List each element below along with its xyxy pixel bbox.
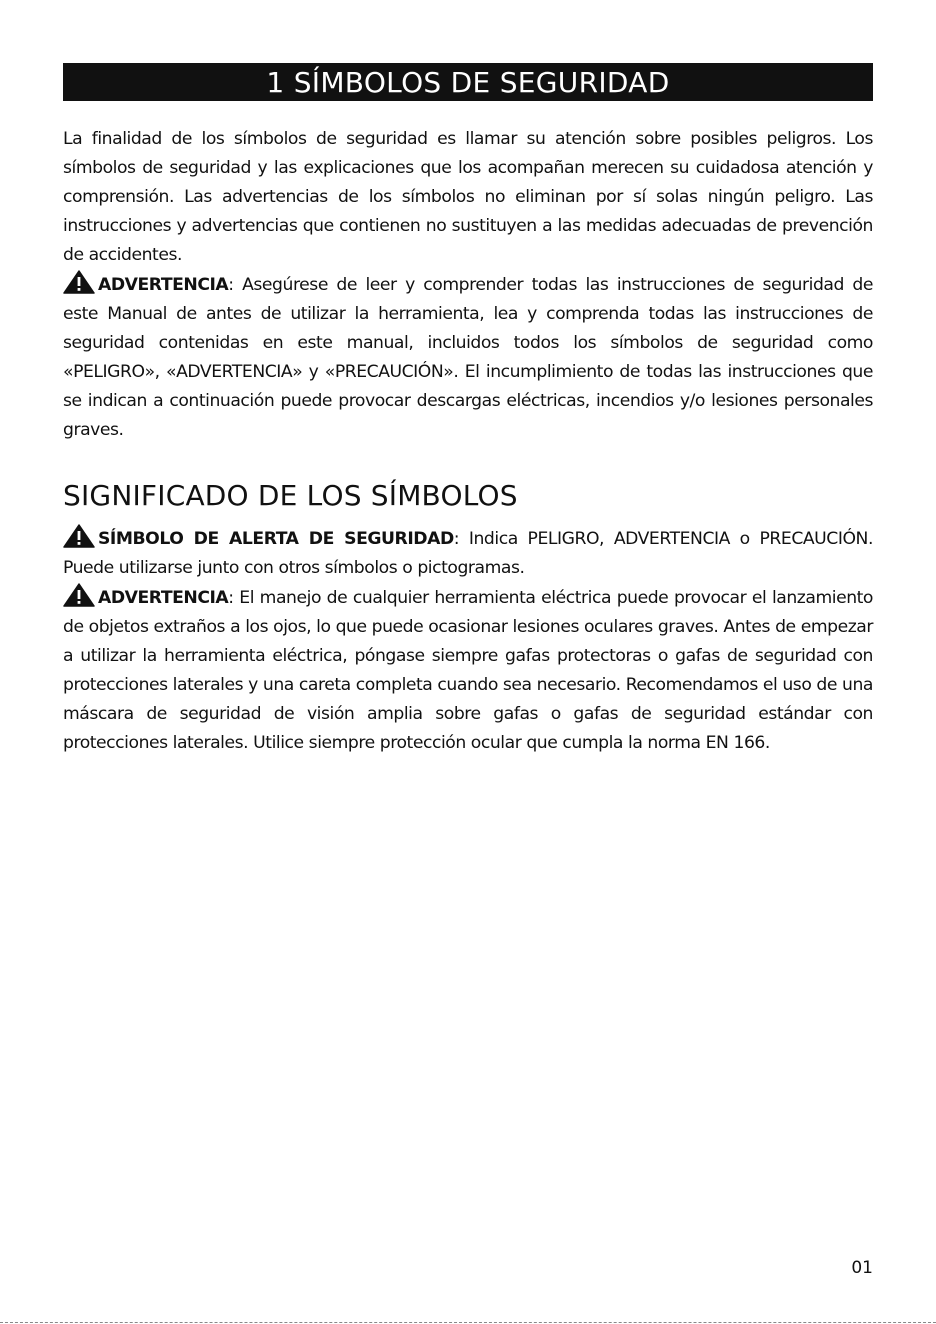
page-number: 01	[851, 1258, 873, 1278]
alert-label: SÍMBOLO DE ALERTA DE SEGURIDAD	[98, 529, 454, 549]
warning-triangle-icon	[63, 524, 95, 548]
intro-paragraph: La finalidad de los símbolos de seguridad es llamar su atención sobre posibles peligros. Los símbolos de seguridad y las explicaciones que los acompañan merecen su cuidadosa atención y comprensión. Las advertencias de los símbolos no eliminan por sí solas ningún peligro. Las instrucciones y advertencias que contienen no sustituyen a las medidas adecuadas de prevención de accidentes.	[63, 129, 873, 265]
section-title: 1 SÍMBOLOS DE SEGURIDAD	[266, 65, 670, 99]
warning-paragraph-2	[63, 583, 873, 758]
section-title-bar	[63, 63, 873, 101]
warning-triangle-icon	[63, 583, 95, 607]
symbols-heading: SIGNIFICADO DE LOS SÍMBOLOS	[63, 479, 518, 512]
warning-text-2: : El manejo de cualquier herramienta eléctrica puede provocar el lanzamiento de objetos extraños a los ojos, lo que puede ocasionar lesiones oculares graves. Antes de empezar a utilizar la herramienta eléctrica, póngase siempre gafas protectoras o gafas de seguridad con protecciones laterales y una careta completa cuando sea necesario. Recomendamos el uso de una máscara de seguridad de visión amplia sobre gafas o gafas de seguridad estándar con protecciones laterales. Utilice siempre protección ocular que cumpla la norma EN 166.	[63, 588, 873, 753]
warning-paragraph-1	[63, 270, 873, 445]
warning-label-1: ADVERTENCIA	[98, 275, 229, 295]
page-edge-rule	[0, 1322, 936, 1323]
warning-text-1: : Asegúrese de leer y comprender todas las instrucciones de seguridad de este Manual de antes de utilizar la herramienta, lea y comprenda todas las instrucciones de seguridad contenidas en este manual, incluidos todos los símbolos de seguridad como «PELIGRO», «ADVERTENCIA» y «PRECAUCIÓN». El incumplimiento de todas las instrucciones que se indican a continuación puede provocar descargas eléctricas, incendios y/o lesiones personales graves.	[63, 275, 873, 440]
page-content	[63, 63, 873, 758]
alert-paragraph	[63, 524, 873, 583]
warning-triangle-icon	[63, 270, 95, 294]
warning-label-2: ADVERTENCIA	[98, 588, 229, 608]
alert-text: : Indica PELIGRO, ADVERTENCIA o PRECAUCIÓN. Puede utilizarse junto con otros símbolos o pictogramas.	[63, 529, 873, 578]
